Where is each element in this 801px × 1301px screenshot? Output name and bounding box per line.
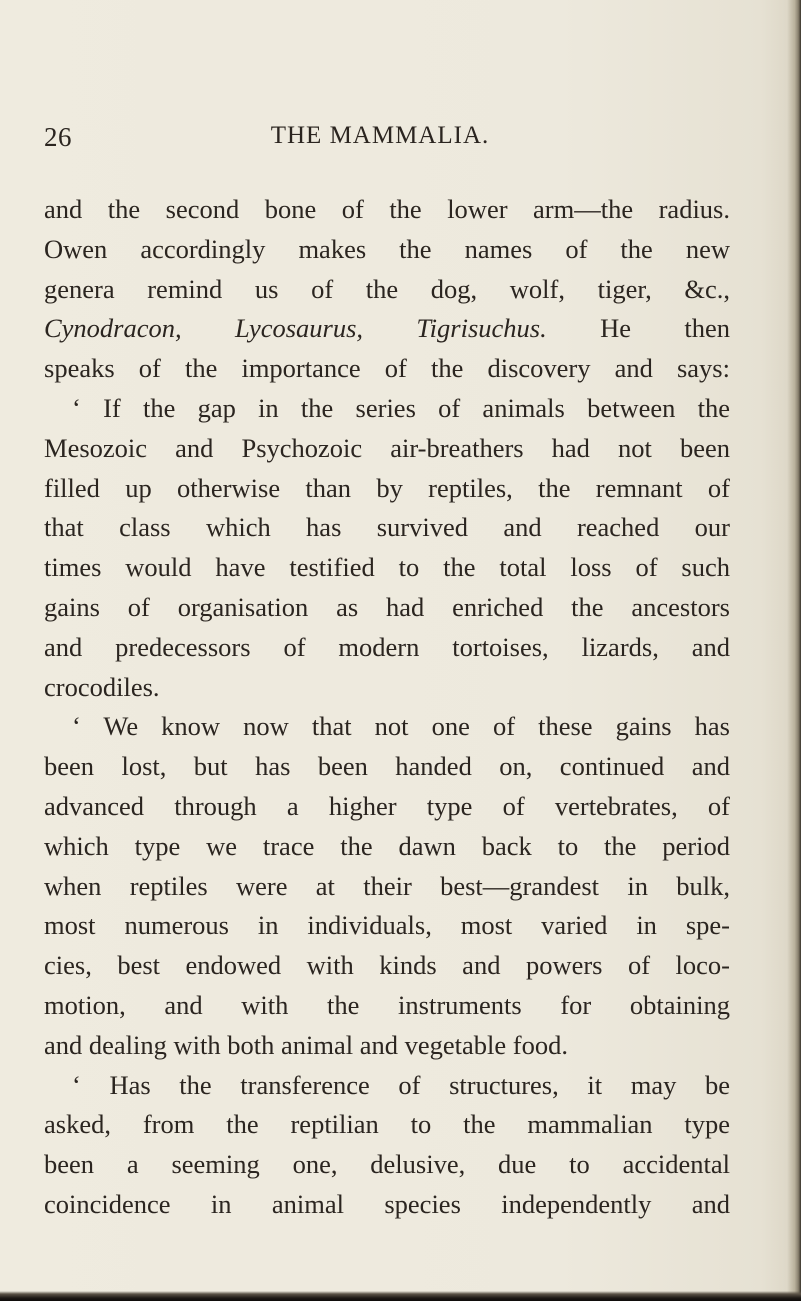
page-edge-bottom (0, 1291, 801, 1301)
text-line: advanced through a higher type of vertebrates, of (44, 790, 730, 821)
text-line: Owen accordingly makes the names of the new (44, 233, 730, 264)
text-line: asked, from the reptilian to the mammalian type (44, 1109, 730, 1140)
text-line: and dealing with both animal and vegetable food. (44, 1029, 568, 1060)
text-line: cies, best endowed with kinds and powers of loco- (44, 950, 730, 981)
text-line: been a seeming one, delusive, due to accidental (44, 1149, 730, 1180)
text-line: ‘ If the gap in the series of animals between the (72, 392, 730, 423)
text-line: speaks of the importance of the discovery and says: (44, 353, 730, 384)
text-line: gains of organisation as had enriched the ancestors (44, 591, 730, 622)
text-line: filled up otherwise than by reptiles, the remnant of (44, 472, 730, 503)
text-line: genera remind us of the dog, wolf, tiger, &c., (44, 273, 730, 304)
text-line (44, 309, 730, 349)
text-line: and the second bone of the lower arm—the radius. (44, 194, 730, 224)
text-line: coincidence in animal species independently and (44, 1188, 730, 1219)
text-line: that class which has survived and reached our (44, 512, 730, 543)
text-line: ‘ We know now that not one of these gains has (72, 711, 730, 742)
page-header (0, 122, 801, 162)
genus-names-italic: Cynodracon, Lycosaurus, Tigrisuchus. (44, 313, 547, 344)
text-line: and predecessors of modern tortoises, lizards, and (44, 631, 730, 662)
text-line: times would have testified to the total loss of such (44, 552, 730, 583)
text-fragment: He then (546, 313, 730, 344)
text-line: which type we trace the dawn back to the period (44, 830, 730, 861)
text-line: Mesozoic and Psychozoic air-breathers had not been (44, 432, 730, 463)
running-head: THE MAMMALIA. (270, 122, 490, 149)
page-edge-right (787, 0, 801, 1301)
body-text (44, 190, 730, 1225)
page-number: 26 (44, 122, 72, 152)
text-line: motion, and with the instruments for obtaining (44, 989, 730, 1020)
text-line: most numerous in individuals, most varied in spe- (44, 910, 730, 941)
text-line: when reptiles were at their best—grandest in bulk, (44, 870, 730, 901)
text-line: been lost, but has been handed on, continued and (44, 751, 730, 782)
text-line: crocodiles. (44, 671, 160, 702)
text-line: ‘ Has the transference of structures, it may be (72, 1069, 730, 1100)
